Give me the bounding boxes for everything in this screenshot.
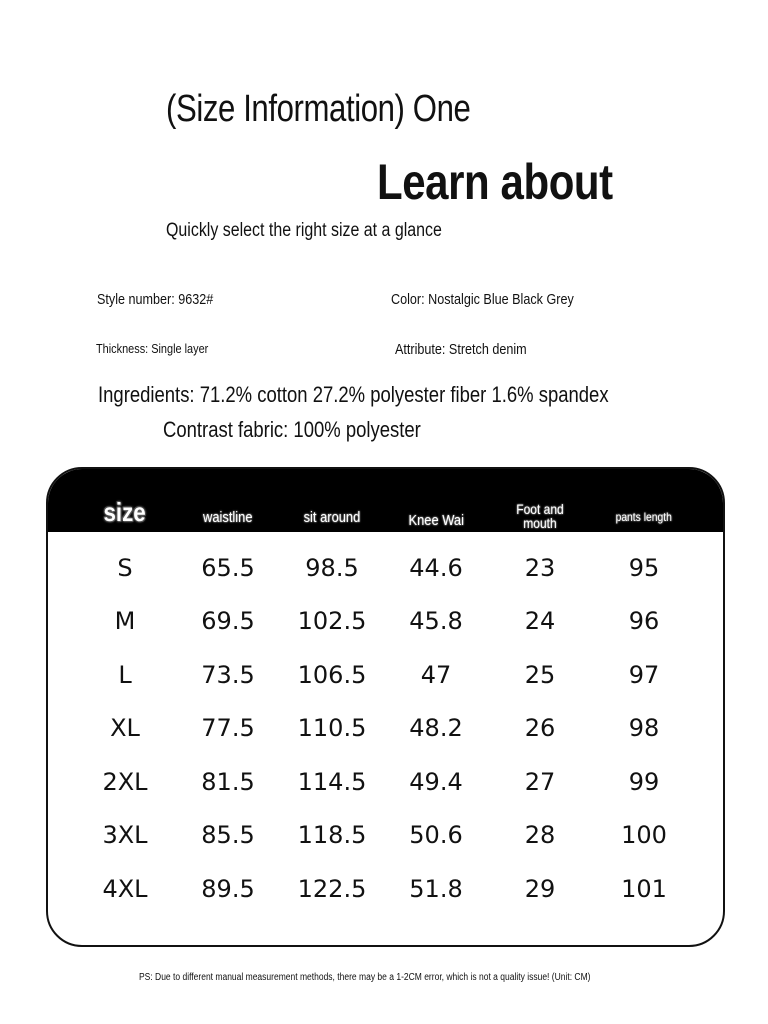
size-table (46, 467, 725, 947)
table-cell: 25 (524, 660, 556, 689)
table-header (48, 469, 723, 532)
size-label-cell: 4XL (102, 874, 148, 903)
size-label-cell: S (117, 553, 133, 582)
size-label-cell: L (118, 660, 132, 689)
table-cell: 100 (621, 821, 667, 849)
header-size: size (103, 496, 147, 527)
table-cell: 99 (628, 767, 660, 796)
table-row (48, 755, 723, 808)
table-cell: 118.5 (297, 821, 367, 849)
table-cell: 77.5 (201, 714, 255, 742)
size-label-cell: M (114, 607, 136, 635)
size-label-cell: XL (110, 714, 140, 742)
table-cell: 49.4 (409, 767, 463, 796)
table-cell: 114.5 (297, 767, 367, 796)
table-cell: 23 (524, 553, 556, 582)
page-title-secondary: Learn about (377, 154, 613, 210)
table-cell: 106.5 (297, 660, 367, 689)
table-cell: 85.5 (201, 821, 255, 849)
table-cell: 73.5 (201, 660, 255, 689)
table-cell: 29 (524, 874, 556, 903)
size-label-cell: 3XL (102, 821, 148, 849)
table-row (48, 648, 723, 701)
thickness-spec: Thickness: Single layer (96, 341, 209, 356)
table-cell: 27 (524, 767, 556, 796)
table-cell: 110.5 (297, 714, 367, 742)
style-number: Style number: 9632# (97, 291, 214, 308)
table-cell: 122.5 (297, 874, 367, 903)
table-cell: 51.8 (409, 874, 463, 903)
table-cell: 89.5 (201, 874, 255, 903)
table-cell: 50.6 (409, 821, 463, 849)
page-title: (Size Information) One (166, 88, 471, 130)
footnote: PS: Due to different manual measurement methods, there may be a 1-2CM error, which is not a quality issue! (Unit: CM) (139, 972, 591, 983)
table-row (48, 862, 723, 915)
header-pants-length: pants length (615, 510, 673, 525)
table-row (48, 595, 723, 648)
table-cell: 98.5 (305, 553, 359, 582)
table-cell: 44.6 (409, 553, 463, 582)
color-spec: Color: Nostalgic Blue Black Grey (391, 291, 574, 308)
table-cell: 81.5 (201, 767, 255, 796)
attribute-spec: Attribute: Stretch denim (395, 341, 527, 358)
table-cell: 95 (628, 553, 660, 582)
table-cell: 65.5 (201, 553, 255, 582)
table-row (48, 809, 723, 862)
table-cell: 48.2 (409, 714, 463, 742)
table-cell: 69.5 (201, 607, 255, 635)
ingredients-spec: Ingredients: 71.2% cotton 27.2% polyester fiber 1.6% spandex (98, 382, 609, 407)
header-sit-around: sit around (303, 509, 361, 527)
table-cell: 28 (524, 821, 556, 849)
table-cell: 24 (524, 607, 556, 635)
size-label-cell: 2XL (102, 767, 148, 796)
header-foot-mouth: Foot and mouth (516, 500, 564, 532)
table-row (48, 541, 723, 594)
header-waistline: waistline (203, 509, 253, 527)
table-cell: 98 (628, 714, 660, 742)
table-cell: 26 (524, 714, 556, 742)
table-cell: 47 (420, 660, 452, 689)
table-cell: 45.8 (409, 607, 463, 635)
table-cell: 97 (628, 660, 660, 689)
page-subtitle: Quickly select the right size at a glance (166, 220, 442, 241)
header-knee-width: Knee Wai (408, 512, 464, 530)
contrast-fabric-spec: Contrast fabric: 100% polyester (163, 417, 421, 442)
table-row (48, 702, 723, 755)
table-cell: 102.5 (297, 607, 367, 635)
table-cell: 96 (628, 607, 660, 635)
table-cell: 101 (621, 874, 667, 903)
